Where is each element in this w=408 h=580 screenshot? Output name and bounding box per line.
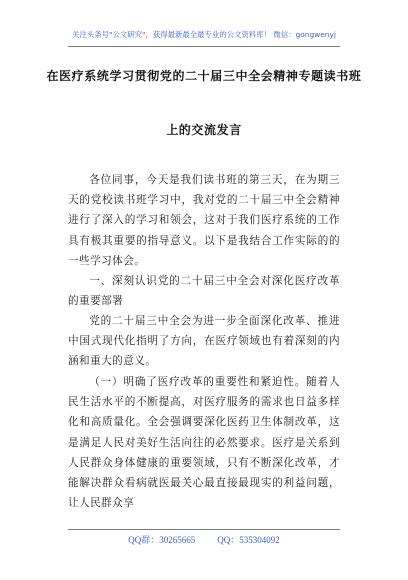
paragraph-text: 党的二十届三中全会为进一步全面深化改革、推进中国式现代化指明了方向，在医疗领域也有着深刻的内涵和重大的意义。 (68, 315, 340, 368)
section-heading-1 (68, 271, 340, 311)
paragraph-greeting (68, 170, 340, 271)
document-title-line-2: 上的交流发言 (166, 123, 242, 137)
paragraph-text: 各位同事，今天是我们读书班的第三天，在为期三天的党校读书班学习中，我对党的二十届三中全会精神进行了深入的学习和领会，这对于我们医疗系统的工作具有极其重要的指导意义。以下是我结合工作实际的的一些学习体会。 (68, 174, 340, 267)
paragraph-overview (68, 311, 340, 372)
paragraph-text: （一）明确了医疗改革的重要性和紧迫性。随着人民生活水平的不断提高，对医疗服务的需求也日益多样化和高质量化。全会强调要深化医药卫生体制改革，这是满足人民对美好生活向往的必然要求。医疗是关系到人民群众身体健康的重要领域，只有不断深化改革，才能解决群众看病就医最关心最直接最现实的利益问题，让人民群众享 (68, 376, 340, 510)
footer-divider (68, 529, 340, 530)
section-heading-text: 一、深刻认识党的二十届三中全会对深化医疗改革的重要部署 (68, 275, 340, 308)
footer-qq-group: QQ群：30265665 (128, 535, 196, 545)
footer-qq: QQ：535304092 (217, 535, 280, 545)
footer-contacts (0, 533, 408, 546)
document-title-line-1: 在医疗系统学习贯彻党的二十届三中全会精神专题读书班 (46, 69, 362, 83)
paragraph-subsection-1 (68, 372, 340, 513)
header-note: 关注头条号"公文研究"，获得最新最全最专业的公文资料库！ 微信：gongwenyj (72, 30, 336, 39)
header-divider (68, 46, 340, 47)
